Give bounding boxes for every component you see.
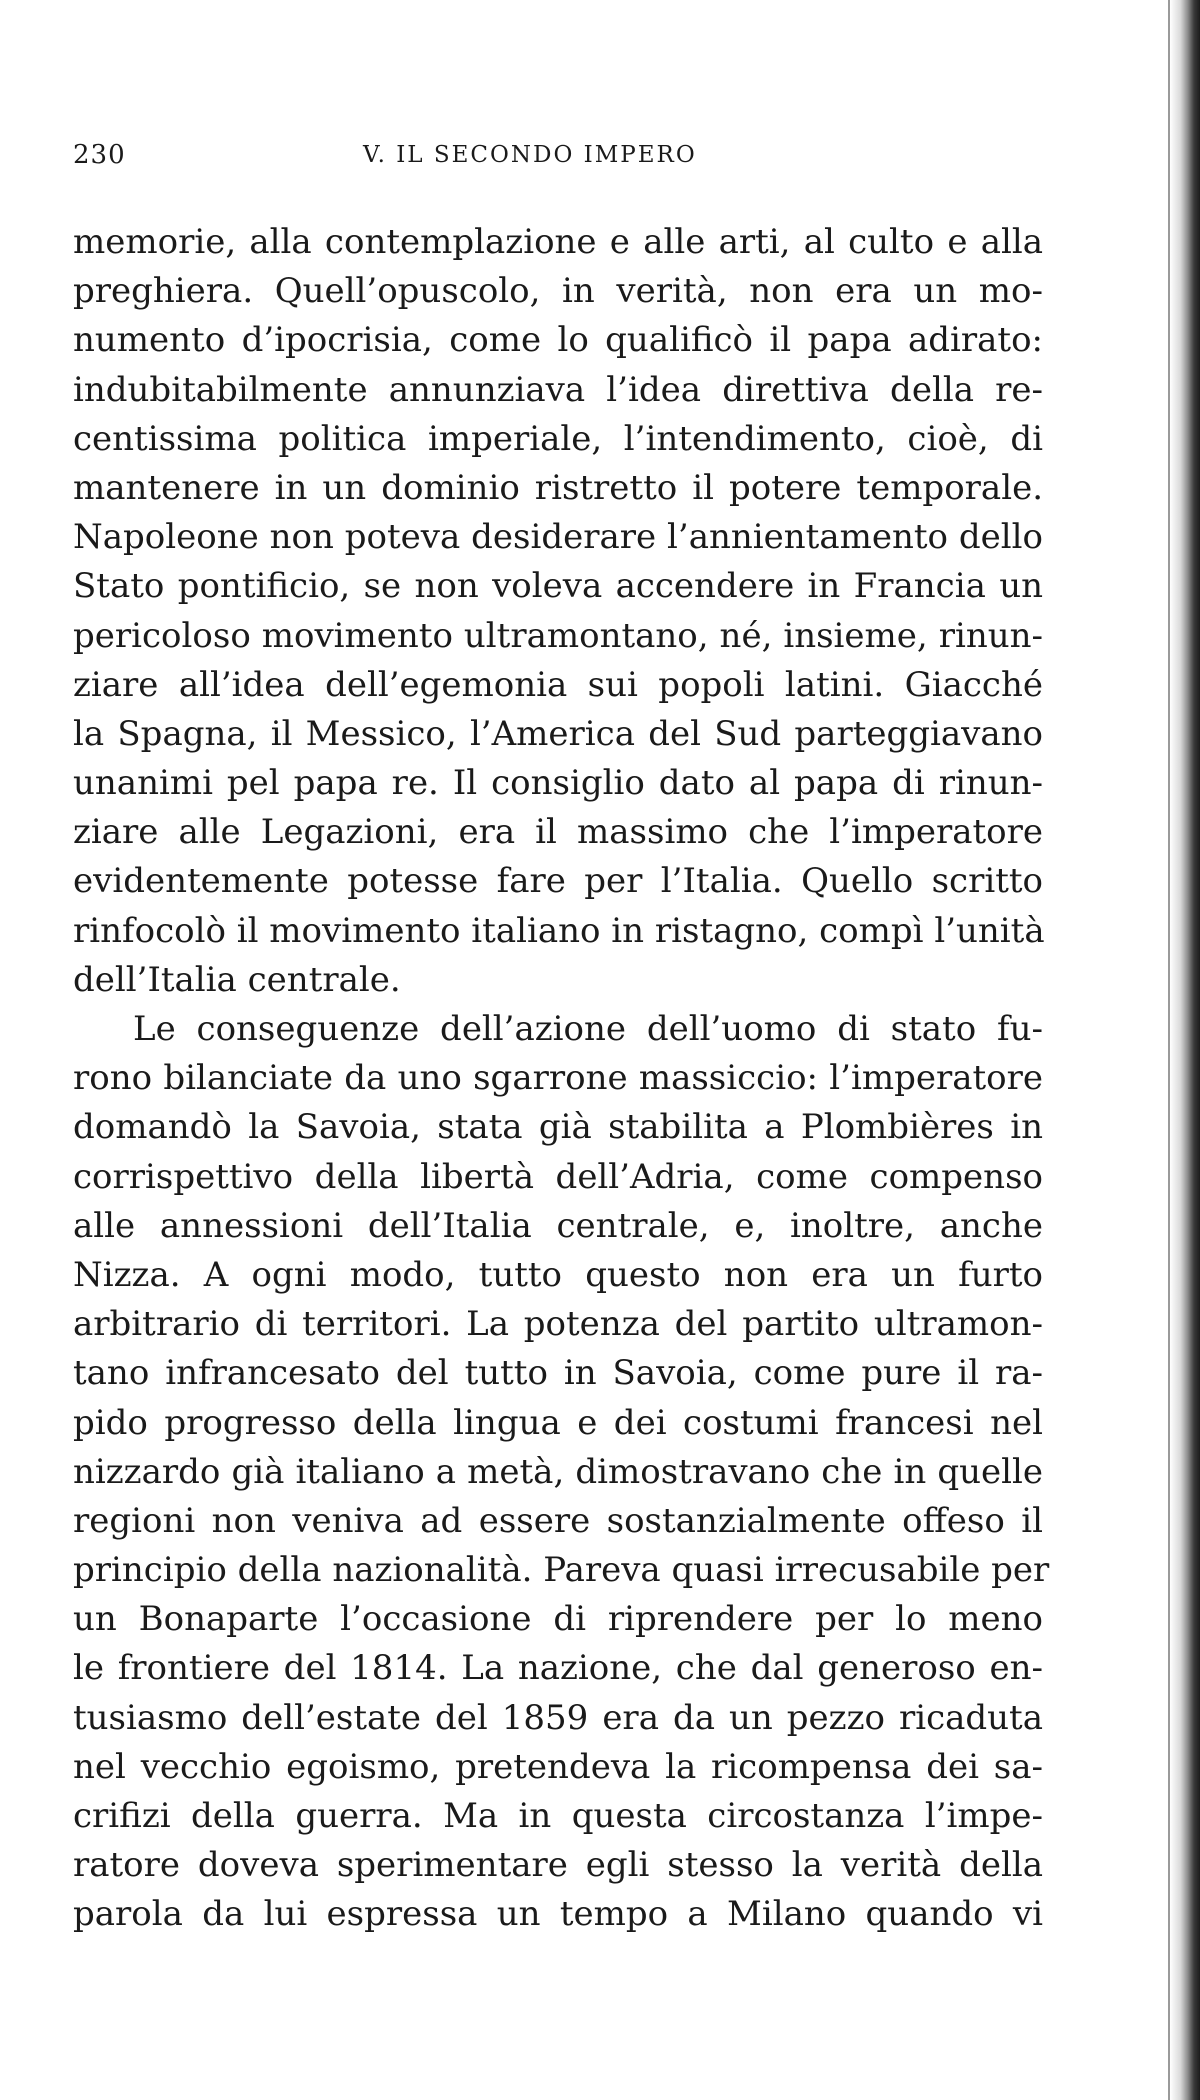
text-line: ratore doveva sperimentare egli stesso la verità della: [73, 1845, 1043, 1886]
text-line: Le conseguenze dell’azione dell’uomo di stato fu-: [133, 1009, 1043, 1049]
body-text: [73, 218, 1050, 1940]
text-line: ziare all’idea dell’egemonia sui popoli latini. Giacché: [73, 664, 1043, 705]
text-line: rinfocolò il movimento italiano in ristagno, compì l’unità: [73, 910, 1045, 951]
text-line: Stato pontificio, se non voleva accendere in Francia un: [73, 566, 1043, 607]
text-line: arbitrario di territori. La potenza del partito ultramon-: [73, 1304, 1043, 1345]
text-line: crifizi della guerra. Ma in questa circostanza l’impe-: [73, 1796, 1043, 1836]
text-line: unanimi pel papa re. Il consiglio dato al papa di rinun-: [73, 763, 1043, 804]
scan-page-edge: [1170, 0, 1200, 2100]
text-line: pericoloso movimento ultramontano, né, insieme, rinun-: [73, 615, 1043, 656]
text-line: indubitabilmente annunziava l’idea direttiva della re-: [73, 369, 1043, 410]
text-line: tano infrancesato del tutto in Savoia, come pure il ra-: [73, 1353, 1043, 1394]
text-line: nizzardo già italiano a metà, dimostravano che in quelle: [73, 1451, 1043, 1492]
text-line: un Bonaparte l’occasione di riprendere per lo meno: [73, 1599, 1043, 1640]
text-line: Nizza. A ogni modo, tutto questo non era un furto: [73, 1254, 1043, 1295]
text-line: rono bilanciate da uno sgarrone massiccio: l’imperatore: [73, 1058, 1043, 1099]
text-line: principio della nazionalità. Pareva quasi irrecusabile per: [73, 1550, 1050, 1591]
text-line: numento d’ipocrisia, come lo qualificò il papa adirato:: [73, 320, 1043, 361]
text-line: ziare alle Legazioni, era il massimo che l’imperatore: [73, 812, 1043, 853]
text-line: la Spagna, il Messico, l’America del Sud parteggiavano: [73, 713, 1043, 754]
text-line: memorie, alla contemplazione e alle arti, al culto e alla: [73, 222, 1043, 262]
text-line: parola da lui espressa un tempo a Milano quando vi: [73, 1894, 1043, 1935]
text-line: alle annessioni dell’Italia centrale, e, inoltre, anche: [73, 1205, 1043, 1246]
text-line: le frontiere del 1814. La nazione, che dal generoso en-: [73, 1648, 1043, 1689]
page-number: 230: [73, 140, 126, 170]
text-line: tusiasmo dell’estate del 1859 era da un pezzo ricaduta: [73, 1697, 1043, 1738]
text-line: regioni non veniva ad essere sostanzialmente offeso il: [73, 1500, 1043, 1541]
text-line: centissima politica imperiale, l’intendimento, cioè, di: [73, 418, 1043, 459]
running-head: V. IL SECONDO IMPERO: [363, 142, 697, 168]
page-header: [73, 140, 1073, 170]
text-line: nel vecchio egoismo, pretendeva la ricompensa dei sa-: [73, 1746, 1043, 1787]
text-line: evidentemente potesse fare per l’Italia. Quello scritto: [73, 861, 1043, 902]
text-line: domandò la Savoia, stata già stabilita a Plombières in: [73, 1107, 1043, 1148]
text-line: pido progresso della lingua e dei costumi francesi nel: [73, 1402, 1043, 1443]
text-line: Napoleone non poteva desiderare l’annientamento dello: [73, 517, 1043, 558]
text-line: corrispettivo della libertà dell’Adria, come compenso: [73, 1156, 1043, 1197]
text-line: preghiera. Quell’opuscolo, in verità, non era un mo-: [73, 271, 1043, 312]
text-line: dell’Italia centrale.: [73, 959, 401, 1000]
text-line: mantenere in un dominio ristretto il potere temporale.: [73, 467, 1043, 508]
